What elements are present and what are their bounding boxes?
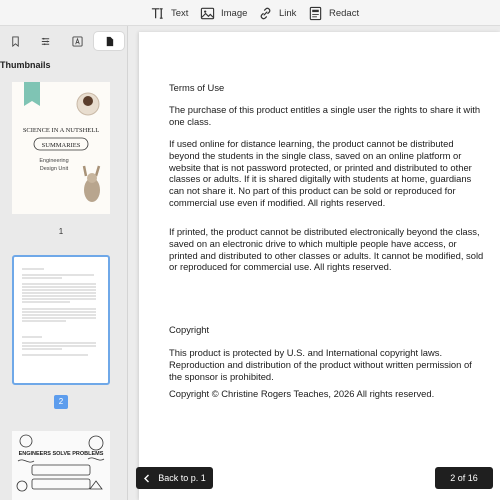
thumbnail-page-1[interactable] <box>12 82 110 214</box>
thumbnail-page-3[interactable] <box>12 431 110 500</box>
chevron-left-icon <box>143 474 150 483</box>
cover-subtitle-line1: Engineering <box>39 158 69 164</box>
editor-toolbar <box>0 0 500 26</box>
terms-paragraph-1: The purchase of this product entitles a single user the rights to share it with one class. <box>169 104 481 127</box>
terms-heading: Terms of Use <box>169 82 225 93</box>
thumbnail-number-1: 1 <box>58 227 64 236</box>
redact-icon <box>308 6 323 21</box>
thumbnail-number-2: 2 <box>54 395 68 409</box>
sidebar <box>0 26 128 500</box>
terms-paragraph-3: If printed, the product cannot be distributed electronically beyond the class, saved on an electronic drive to which multiple people have access, or printed and distributed to other classes or adults. It cannot be modified, sold or reproduced for commercial use. All rights reserved. <box>169 226 484 273</box>
image-icon <box>200 6 215 21</box>
text-cursor-icon <box>150 6 165 21</box>
doodle-page-thumbnail-art <box>12 431 110 500</box>
text-tool-label: Text <box>171 7 189 19</box>
redact-tool-label: Redact <box>329 7 360 19</box>
thumbnails-heading: Thumbnails <box>0 60 51 70</box>
text-box-icon <box>72 36 83 47</box>
tab-outline[interactable] <box>30 32 60 50</box>
tab-thumbnails[interactable] <box>94 32 124 50</box>
copyright-paragraph: This product is protected by U.S. and International copyright laws. Reproduction and distribution of the product without written permission of the sponsor is prohibited. <box>169 347 472 382</box>
back-to-page-label: Back to p. 1 <box>158 473 206 483</box>
link-tool-label: Link <box>279 7 297 19</box>
cover-subtitle-line2: Design Unit <box>39 166 69 172</box>
link-tool-button[interactable] <box>258 4 296 22</box>
redact-tool-button[interactable] <box>308 4 359 22</box>
copyright-heading: Copyright <box>169 324 210 335</box>
link-icon <box>258 6 273 21</box>
back-to-page-button[interactable] <box>136 467 213 489</box>
tab-annotations[interactable] <box>62 32 92 50</box>
image-tool-label: Image <box>221 7 248 19</box>
text-tool-button[interactable] <box>150 4 188 22</box>
text-page-thumbnail-art <box>16 259 106 381</box>
bookmark-icon <box>10 36 21 47</box>
sidebar-tabs <box>0 32 128 50</box>
document-page <box>139 32 500 500</box>
page-indicator: 2 of 16 <box>435 467 493 489</box>
thumbnail-3-title: ENGINEERS SOLVE PROBLEMS <box>18 451 104 457</box>
cover-title-line1: SCIENCE IN A NUTSHELL <box>22 127 100 134</box>
cover-title-line2: SUMMARIES <box>41 142 81 149</box>
tab-bookmarks[interactable] <box>0 32 30 50</box>
terms-paragraph-2: If used online for distance learning, the product cannot be distributed beyond the students in the single class, saved on an online platform or website that is not password protected, or printed and distributed to other classes or adults. If it is shared digitally with students at home, guardians can not share it. No part of this product can be sold or reproduced for commercial use even if modified. All rights reserved. <box>169 138 472 208</box>
list-icon <box>40 36 51 47</box>
image-tool-button[interactable] <box>200 4 247 22</box>
cover-thumbnail-art <box>12 82 110 214</box>
document-icon <box>104 36 115 47</box>
thumbnail-page-2[interactable] <box>12 255 110 385</box>
copyright-notice: Copyright © Christine Rogers Teaches, 2026 All rights reserved. <box>169 388 435 399</box>
